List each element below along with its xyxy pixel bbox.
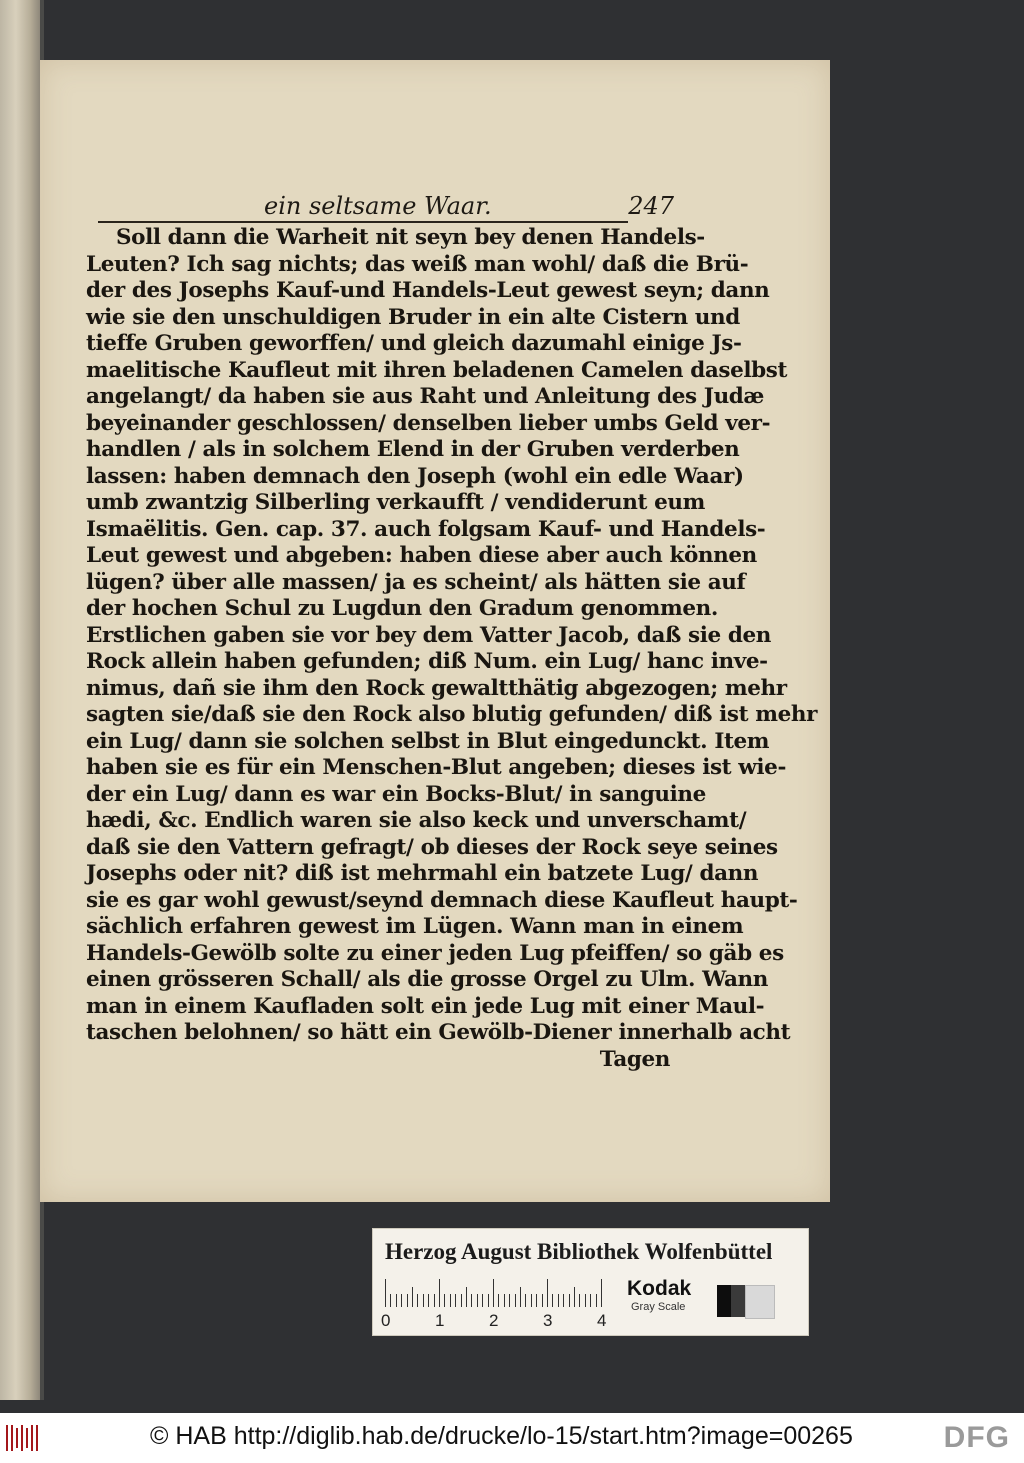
ruler-tick (558, 1294, 559, 1307)
text-line: Handels-Gewölb solte zu einer jeden Lug pfeiffen/ so gäb es (86, 940, 784, 966)
viewer-footer (0, 1413, 1024, 1463)
dark-gray-swatch (731, 1285, 745, 1317)
catchword: Tagen (599, 1046, 670, 1072)
ruler-tick (552, 1294, 553, 1307)
text-line: lügen? über alle massen/ ja es scheint/ als hätten sie auf (86, 569, 746, 595)
ruler-number: 1 (435, 1311, 445, 1330)
header-rule (98, 221, 628, 223)
text-line: handlen / als in solchem Elend in der Gruben verderben (86, 437, 740, 462)
ruler-tick (412, 1287, 413, 1307)
text-line: Soll dann die Warheit nit seyn bey denen Handels- (116, 225, 705, 250)
text-line: sie es gar wohl gewust/seynd demnach diese Kaufleut haupt- (86, 887, 798, 913)
ruler-tick (444, 1294, 445, 1307)
text-line: maelitische Kaufleut mit ihren beladenen Camelen daselbst (86, 357, 787, 383)
ruler-tick (477, 1294, 478, 1307)
ruler-number: 0 (381, 1311, 391, 1330)
ruler-tick (520, 1287, 521, 1307)
text-line: lassen: haben demnach den Joseph (wohl ein edle Waar) (86, 463, 744, 489)
ruler-tick (461, 1294, 462, 1307)
running-head-title: ein seltsame Waar. (264, 192, 492, 220)
library-name: Herzog August Bibliothek Wolfenbüttel (385, 1239, 773, 1264)
ruler-tick (515, 1294, 516, 1307)
ruler-tick (385, 1279, 386, 1307)
ruler-tick (574, 1287, 575, 1307)
ruler-tick (407, 1294, 408, 1307)
hab-logo-icon[interactable] (6, 1425, 42, 1451)
page-body-text (86, 225, 818, 1073)
ruler-tick (531, 1294, 532, 1307)
text-line: Leuten? Ich sag nichts; das weiß man wohl/ daß die Brü- (86, 251, 749, 277)
text-line: nimus, dañ sie ihm den Rock gewaltthätig abgezogen; mehr (86, 675, 787, 701)
light-gray-swatch (745, 1285, 775, 1319)
ruler-tick (423, 1294, 424, 1307)
ruler-numbers (381, 1311, 625, 1331)
text-line: wie sie den unschuldigen Bruder in ein alte Cistern und (86, 304, 740, 330)
ruler-tick (504, 1294, 505, 1307)
text-line: man in einem Kaufladen solt ein jede Lug mit einer Maul- (86, 993, 765, 1019)
copyright-link[interactable]: © HAB http://diglib.hab.de/drucke/lo-15/start.htm?image=00265 (150, 1422, 853, 1450)
text-line: angelangt/ da haben sie aus Raht und Anleitung des Judæ (86, 384, 764, 409)
text-line: Erstlichen gaben sie vor bey dem Vatter Jacob, daß sie den (86, 622, 772, 648)
ruler-tick (390, 1294, 391, 1307)
library-color-target (372, 1228, 809, 1336)
text-line: der ein Lug/ dann es war ein Bocks-Blut/ in sanguine (86, 781, 706, 807)
ruler-tick (482, 1294, 483, 1307)
ruler-tick (509, 1294, 510, 1307)
text-line: daß sie den Vattern gefragt/ ob dieses der Rock seye seines (86, 834, 778, 860)
ruler-tick (428, 1294, 429, 1307)
text-line: haben sie es für ein Menschen-Blut angeben; dieses ist wie- (86, 755, 786, 780)
text-line: sagten sie/daß sie den Rock also blutig gefunden/ diß ist mehr (86, 702, 818, 727)
text-line: beyeinander geschlossen/ denselben lieber umbs Geld ver- (86, 410, 771, 436)
ruler-tick (579, 1294, 580, 1307)
text-line: umb zwantzig Silberling verkaufft / vendiderunt eum (86, 490, 705, 515)
ruler-tick (525, 1294, 526, 1307)
ruler-tick (439, 1279, 440, 1307)
page-number: 247 (628, 192, 674, 220)
ruler-tick (569, 1294, 570, 1307)
black-swatch (717, 1285, 731, 1317)
text-line: ein Lug/ dann sie solchen selbst in Blut eingedunckt. Item (86, 728, 770, 754)
running-head (224, 192, 674, 222)
ruler-tick (601, 1279, 602, 1307)
ruler-tick (401, 1294, 402, 1307)
text-line: Ismaëlitis. Gen. cap. 37. auch folgsam Kauf- und Handels- (86, 516, 766, 542)
ruler-tick (417, 1294, 418, 1307)
text-line: sächlich erfahren gewest im Lügen. Wann man in einem (86, 914, 744, 939)
dfg-logo[interactable]: DFG (943, 1421, 1010, 1454)
ruler-number: 2 (489, 1311, 499, 1330)
scale-ruler (385, 1279, 607, 1307)
ruler-tick (498, 1294, 499, 1307)
text-line: Leut gewest und abgeben: haben diese aber auch können (86, 543, 757, 568)
ruler-tick (488, 1294, 489, 1307)
ruler-tick (450, 1294, 451, 1307)
ruler-tick (596, 1294, 597, 1307)
text-line: tieffe Gruben geworffen/ und gleich dazumahl einige Js- (86, 331, 742, 356)
text-line: einen grösseren Schall/ als die grosse Orgel zu Ulm. Wann (86, 967, 769, 992)
text-line: Josephs oder nit? diß ist mehrmahl ein batzete Lug/ dann (86, 861, 759, 886)
text-line: hædi, &c. Endlich waren sie also keck und unverschamt/ (86, 808, 747, 833)
ruler-number: 3 (543, 1311, 553, 1330)
ruler-tick (563, 1294, 564, 1307)
ruler-tick (536, 1294, 537, 1307)
text-line: taschen belohnen/ so hätt ein Gewölb-Diener innerhalb acht (86, 1020, 791, 1045)
ruler-tick (585, 1294, 586, 1307)
ruler-tick (547, 1279, 548, 1307)
kodak-logo: Kodak (627, 1277, 692, 1300)
ruler-tick (466, 1287, 467, 1307)
ruler-tick (590, 1294, 591, 1307)
text-line: Rock allein haben gefunden; diß Num. ein Lug/ hanc inve- (86, 649, 768, 674)
ruler-tick (455, 1294, 456, 1307)
ruler-number: 4 (597, 1311, 607, 1330)
text-line: der hochen Schul zu Lugdun den Gradum genommen. (86, 596, 718, 621)
ruler-tick (471, 1294, 472, 1307)
ruler-tick (396, 1294, 397, 1307)
ruler-tick (434, 1294, 435, 1307)
text-line: der des Josephs Kauf-und Handels-Leut gewest seyn; dann (86, 278, 770, 303)
adjacent-page-edge (0, 0, 40, 1400)
ruler-tick (542, 1294, 543, 1307)
gray-scale-label: Gray Scale (631, 1301, 686, 1313)
ruler-tick (493, 1279, 494, 1307)
